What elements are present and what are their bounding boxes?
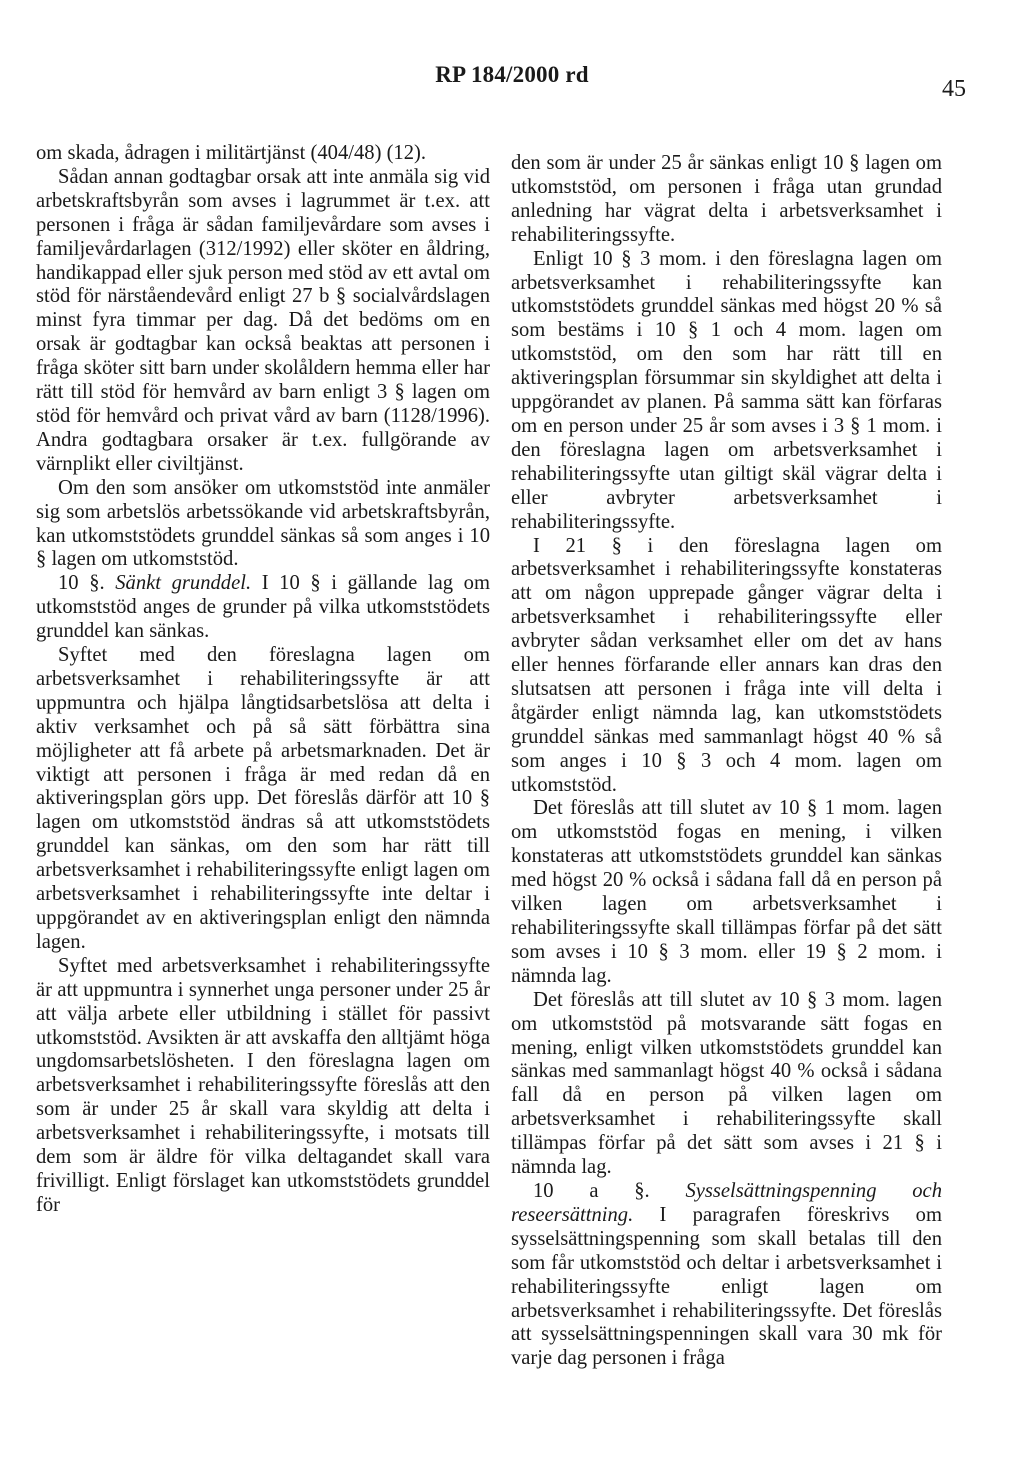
document-header-title: RP 184/2000 rd: [435, 62, 589, 87]
section-text: I paragrafen föreskrivs om sysselsättningspenning som skall betalas till den som får utkomststöd och deltar i arbetsverksamhet i rehabiliteringssyfte enligt lagen om arbetsverksamhet i rehabiliteringssyfte. Det föreslås att sysselsättningspenningen skall vara 30 mk för varje dag personen i fråga: [511, 1203, 942, 1370]
section-number: 10 a §.: [533, 1179, 686, 1202]
section-text: I 10 § i gällande lag om utkomststöd anges de grunder på vilka utkomststödets grunddel kan sänkas.: [36, 572, 490, 643]
paragraph: I 21 § i den föreslagna lagen om arbetsverksamhet i rehabiliteringssyfte konstateras att om någon upprepade gånger vägrar delta i arbetsverksamhet i rehabiliteringssyfte eller avbryter sådan verksamhet eller om det av hans eller hennes förfarande eller annars kan dras den slutsatsen att personen i fråga inte vill delta i åtgärder enligt nämnda lag, kan utkomststödets grunddel sänkas med sammanlagt högst 40 % så som anges i 10 § 3 och 4 mom. lagen om utkomststöd.: [511, 534, 942, 796]
paragraph: Om den som ansöker om utkomststöd inte anmäler sig som arbetslös arbetssökande vid arbetskraftsbyrån, kan utkomststödets grunddel sänkas så som anges i 10 § lagen om utkomststöd.: [36, 476, 490, 571]
section-number: 10 §.: [58, 572, 116, 595]
section-title: Sänkt grunddel.: [115, 572, 252, 595]
paragraph: Enligt 10 § 3 mom. i den föreslagna lagen om arbetsverksamhet i rehabiliteringssyfte kan utkomststödets grunddel sänkas med högst 20 % så som bestäms i 10 § 1 och 4 mom. lagen om utkomststöd, om den som har rätt till en aktiveringsplan försummar sin skyldighet att delta i uppgörandet av planen. På samma sätt kan förfaras om en person under 25 år som avses i 3 § 1 mom. i den föreslagna lagen om arbetsverksamhet i rehabiliteringssyfte utan giltigt skäl vägrar delta i eller avbryter arbetsverksamhet i rehabiliteringssyfte.: [511, 247, 942, 533]
paragraph: Sådan annan godtagbar orsak att inte anmäla sig vid arbetskraftsbyrån som avses i lagrummet är t.ex. att personen i fråga är sådan familjevårdare som avses i familjevårdarlagen (312/1992) eller sköter en åldring, handikappad eller sjuk person med stöd av ett avtal om stöd för närståendevård enligt 27 b § socialvårdslagen minst fyra timmar per dag. Då det bedöms om en orsak är godtagbar kan också beaktas att personen i fråga sköter sitt barn under skolåldern hemma eller har rätt till stöd för hemvård av barn enligt 3 § lagen om stöd för hemvård och privat vård av barn (1128/1996). Andra godtagbara orsaker är t.ex. fullgörande av värnplikt eller civiltjänst.: [36, 165, 490, 475]
paragraph: den som är under 25 år sänkas enligt 10 § lagen om utkomststöd, om personen i fråga utan grundad anledning har vägrat delta i arbetsverksamhet i rehabiliteringssyfte.: [511, 152, 942, 246]
right-column: [511, 152, 942, 1371]
paragraph-section-heading: [511, 1180, 942, 1371]
paragraph: Syftet med den föreslagna lagen om arbetsverksamhet i rehabiliteringssyfte är att uppmuntra och hjälpa långtidsarbetslösa att delta i aktiv verksamhet och på så sätt förbättra sina möjligheter att få arbete på arbetsmarknaden. Det är viktigt att personen i fråga är med redan då en aktiveringsplan görs upp. Det föreslås därför att 10 § lagen om utkomststöd ändras så att utkomststödets grunddel kan sänkas, om den som har rätt till arbetsverksamhet i rehabiliteringssyfte enligt lagen om arbetsverksamhet i rehabiliteringssyfte inte deltar i uppgörandet av en aktiveringsplan enligt den nämnda lagen.: [36, 644, 490, 953]
paragraph: Syftet med arbetsverksamhet i rehabiliteringssyfte är att uppmuntra i synnerhet unga personer under 25 år att välja arbete eller utbildning i stället för passivt utkomststöd. Avsikten är att avskaffa den alltjämt höga ungdomsarbetslösheten. I den föreslagna lagen om arbetsverksamhet i rehabiliteringssyfte föreslås att den som är under 25 år skall vara skyldig att delta i arbetsverksamhet i rehabiliteringssyfte, i motsats till dem som är äldre för vilka deltagandet skall vara frivilligt. Enligt förslaget kan utkomststödets grunddel för: [36, 954, 490, 1216]
paragraph-section-heading: [36, 572, 490, 644]
left-column: [36, 142, 490, 1218]
paragraph: Det föreslås att till slutet av 10 § 3 mom. lagen om utkomststöd på motsvarande sätt fogas en mening, enligt vilken utkomststödets grunddel kan sänkas med sammanlagt högst 40 % också i sådana fall då en person på vilken lagen om arbetsverksamhet i rehabiliteringssyfte skall tillämpas förfar på det sätt som avses i 21 § i nämnda lag.: [511, 988, 942, 1179]
paragraph: Det föreslås att till slutet av 10 § 1 mom. lagen om utkomststöd fogas en mening, i vilken konstateras att utkomststödets grunddel kan sänkas med högst 20 % också i sådana fall då en person på vilken lagen om arbetsverksamhet i rehabiliteringssyfte skall tillämpas förfar på det sätt som avses i 10 § 3 mom. eller 19 § 2 mom. i nämnda lag.: [511, 797, 942, 987]
page-number: 45: [942, 76, 966, 102]
section-title: Sysselsättningspenning och reseersättning.: [511, 1179, 942, 1226]
paragraph: om skada, ådragen i militärtjänst (404/48) (12).: [36, 142, 427, 164]
